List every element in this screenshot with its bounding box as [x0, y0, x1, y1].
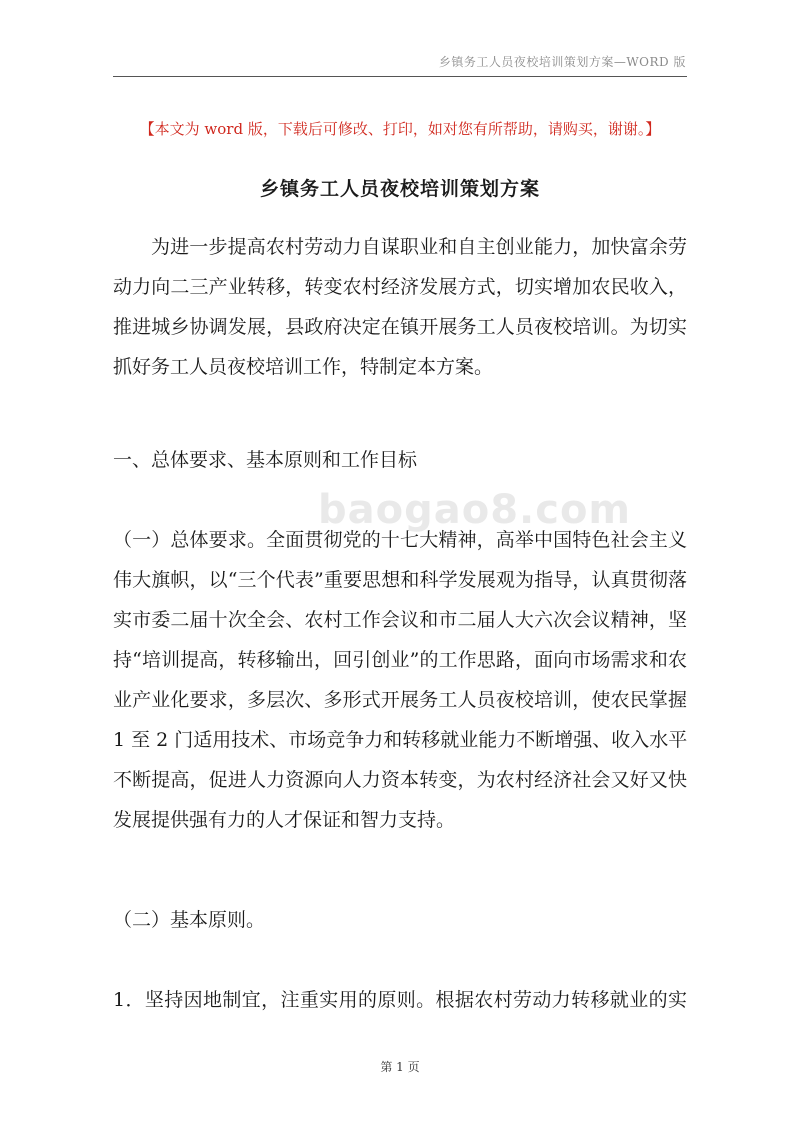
running-header: 乡镇务工人员夜校培训策划方案—WORD 版 [438, 55, 686, 69]
intro-paragraph [113, 227, 687, 387]
watermark: baogao8.com [318, 487, 632, 533]
requirements-line: 发展提供强有力的人才保证和智力支持。 [113, 809, 456, 831]
requirements-line: 业产业化要求，多层次、多形式开展务工人员夜校培训，使农民掌握 [113, 689, 687, 711]
document-title: 乡镇务工人员夜校培训策划方案 [259, 178, 540, 200]
intro-line: 动力向二三产业转移，转变农村经济发展方式，切实增加农民收入， [113, 276, 687, 298]
page-number: 第 1 页 [380, 1060, 420, 1074]
requirements-line: 实市委二届十次全会、农村工作会议和市二届人大六次会议精神，坚 [113, 609, 687, 631]
requirements-line: 持“培训提高，转移输出，回引创业”的工作思路，面向市场需求和农 [113, 649, 687, 671]
requirements-line: 不断提高，促进人力资源向人力资本转变，为农村经济社会又好又快 [113, 769, 687, 791]
principle-item-1 [113, 980, 687, 1020]
header-divider [113, 76, 687, 77]
download-notice: 【本文为 word 版，下载后可修改、打印，如对您有所帮助，请购买，谢谢。】 [139, 120, 661, 138]
section-heading-text: （二）基本原则。 [113, 909, 266, 931]
section-heading-1 [113, 440, 687, 480]
intro-line: 为进一步提高农村劳动力自谋职业和自主创业能力，加快富余劳 [151, 236, 687, 258]
principle-line: 1．坚持因地制宜，注重实用的原则。根据农村劳动力转移就业的实 [113, 989, 687, 1011]
intro-line: 抓好务工人员夜校培训工作，特制定本方案。 [113, 356, 494, 378]
requirements-paragraph [113, 520, 687, 840]
requirements-line: 伟大旗帜，以“三个代表”重要思想和科学发展观为指导，认真贯彻落 [113, 569, 687, 591]
intro-line: 推进城乡协调发展，县政府决定在镇开展务工人员夜校培训。为切实 [113, 316, 687, 338]
section-heading-2 [113, 900, 687, 940]
requirements-line: （一）总体要求。全面贯彻党的十七大精神，高举中国特色社会主义 [113, 529, 687, 551]
section-heading-text: 一、总体要求、基本原则和工作目标 [113, 449, 418, 471]
requirements-line: 1 至 2 门适用技术、市场竞争力和转移就业能力不断增强、收入水平 [113, 729, 687, 751]
